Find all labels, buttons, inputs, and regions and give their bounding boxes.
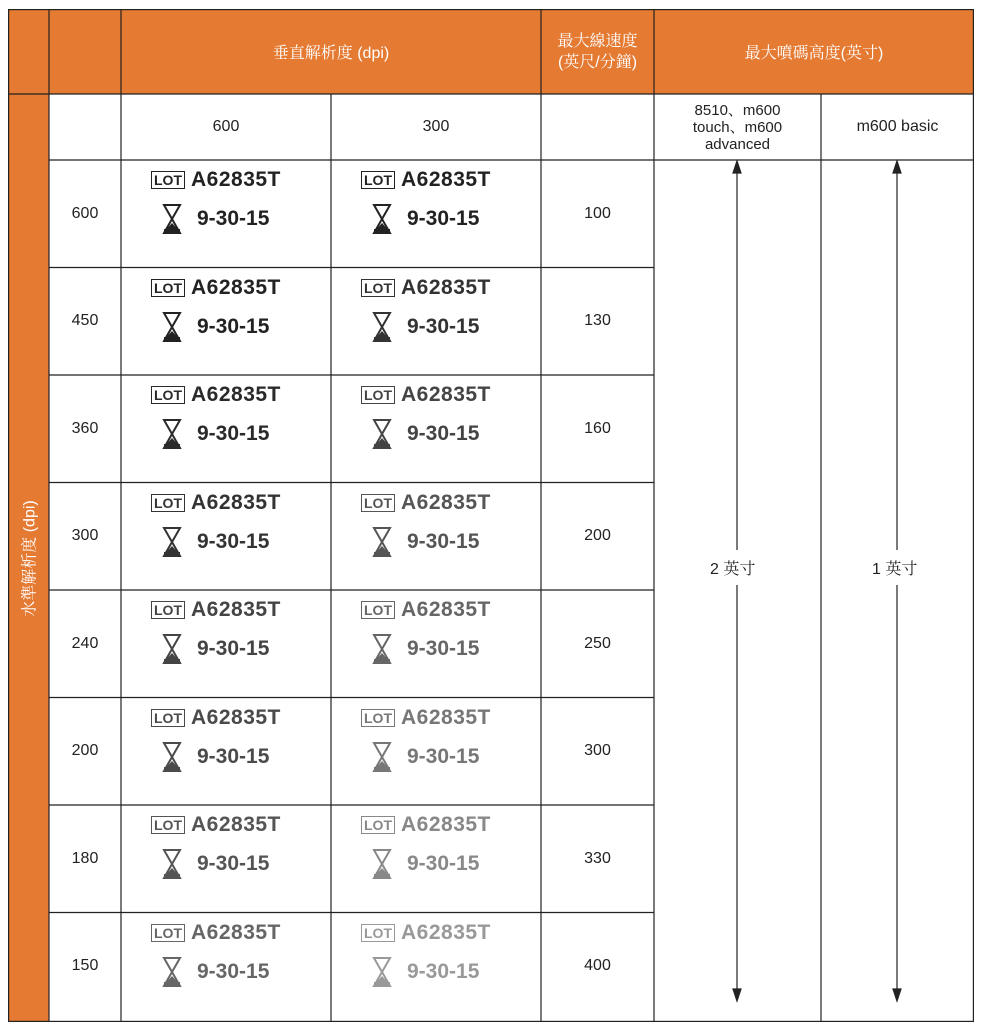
date-code: 9-30-15: [407, 637, 480, 660]
date-code: 9-30-15: [197, 744, 270, 768]
row-speed: 250: [584, 634, 611, 652]
row-speed: 300: [584, 742, 611, 760]
date-code: 9-30-15: [407, 207, 480, 230]
row-hdpi: 200: [71, 742, 99, 760]
lot-symbol: LOT: [151, 816, 185, 834]
lot-symbol: LOT: [151, 279, 185, 297]
header-max-line-speed: 最大線速度 (英尺/分鐘): [541, 9, 654, 94]
lot-code: A62835T: [401, 383, 491, 406]
height-label-group-2: 1 英寸: [868, 550, 921, 585]
lot-code: A62835T: [191, 920, 281, 944]
subheader-col-300: 300: [422, 118, 450, 135]
date-code: 9-30-15: [407, 959, 480, 983]
date-code: 9-30-15: [407, 422, 480, 445]
date-code: 9-30-15: [407, 529, 480, 553]
lot-symbol: LOT: [151, 601, 185, 619]
row-hdpi: 360: [71, 419, 99, 437]
lot-symbol: LOT: [151, 494, 185, 512]
subheader-model-group-1: 8510、m600 touch、m600 advanced: [692, 101, 783, 153]
date-code: 9-30-15: [407, 852, 480, 875]
date-code: 9-30-15: [197, 422, 270, 445]
row-speed: 400: [584, 957, 611, 975]
date-code: 9-30-15: [197, 529, 270, 553]
row-speed: 330: [584, 849, 611, 867]
grid-lines: [8, 9, 974, 1022]
lot-symbol: LOT: [151, 386, 185, 404]
date-code: 9-30-15: [197, 852, 270, 875]
lot-symbol: LOT: [361, 816, 395, 834]
row-speed: 100: [584, 204, 611, 222]
row-hdpi: 150: [71, 957, 99, 975]
lot-code: A62835T: [191, 383, 281, 406]
lot-symbol: LOT: [361, 924, 395, 942]
resolution-table: [8, 9, 974, 1022]
date-code: 9-30-15: [197, 959, 270, 983]
lot-code: A62835T: [401, 705, 491, 729]
date-code: 9-30-15: [197, 207, 270, 230]
lot-code: A62835T: [191, 813, 281, 836]
row-hdpi: 180: [71, 849, 99, 867]
lot-code: A62835T: [191, 275, 281, 299]
lot-symbol: LOT: [361, 171, 395, 189]
lot-code: A62835T: [401, 490, 491, 514]
lot-symbol: LOT: [361, 279, 395, 297]
lot-code: A62835T: [401, 813, 491, 836]
date-code: 9-30-15: [197, 637, 270, 660]
lot-code: A62835T: [401, 168, 491, 191]
lot-code: A62835T: [191, 490, 281, 514]
lot-symbol: LOT: [151, 709, 185, 727]
row-hdpi: 450: [71, 312, 99, 330]
lot-symbol: LOT: [151, 924, 185, 942]
lot-code: A62835T: [191, 598, 281, 621]
row-speed: 200: [584, 527, 611, 545]
date-code: 9-30-15: [407, 314, 480, 338]
lot-code: A62835T: [401, 275, 491, 299]
date-code: 9-30-15: [197, 314, 270, 338]
subheader-col-600: 600: [212, 118, 240, 135]
lot-symbol: LOT: [361, 709, 395, 727]
height-label-group-1: 2 英寸: [706, 550, 759, 585]
side-label: 水準解析度 (dpi): [22, 499, 39, 617]
lot-code: A62835T: [191, 168, 281, 191]
lot-symbol: LOT: [151, 171, 185, 189]
lot-symbol: LOT: [361, 494, 395, 512]
row-hdpi: 240: [71, 634, 99, 652]
row-speed: 160: [584, 419, 611, 437]
header-vertical-resolution: 垂直解析度 (dpi): [121, 9, 541, 94]
lot-code: A62835T: [191, 705, 281, 729]
lot-symbol: LOT: [361, 386, 395, 404]
subheader-model-group-2: m600 basic: [856, 118, 939, 135]
row-hdpi: 600: [71, 204, 99, 222]
lot-code: A62835T: [401, 598, 491, 621]
header-max-print-height: 最大噴碼高度(英寸): [654, 9, 974, 94]
row-hdpi: 300: [71, 527, 99, 545]
row-speed: 130: [584, 312, 611, 330]
lot-code: A62835T: [401, 920, 491, 944]
date-code: 9-30-15: [407, 744, 480, 768]
lot-symbol: LOT: [361, 601, 395, 619]
